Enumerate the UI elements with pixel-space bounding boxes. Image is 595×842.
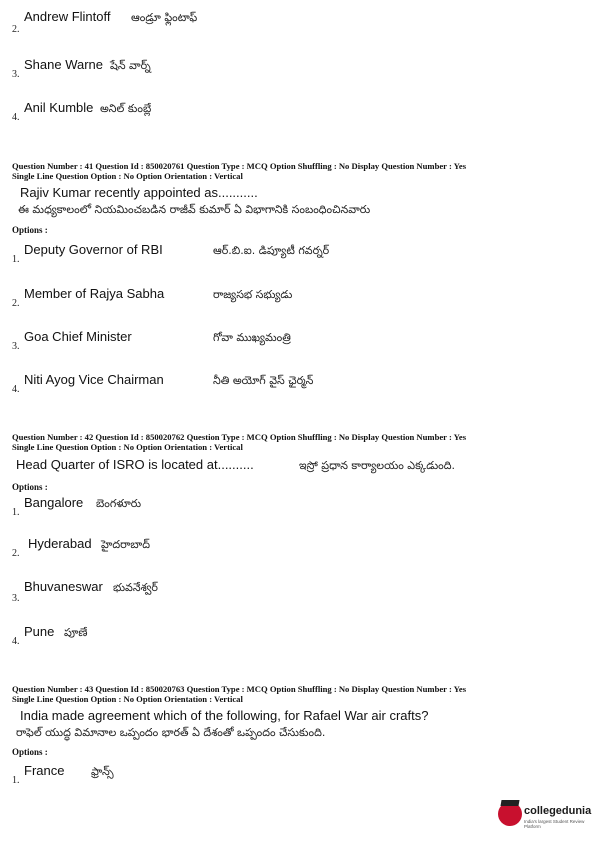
option-number: 2. <box>12 548 20 559</box>
option-telugu: ఆర్.బి.ఐ. డిప్యూటీ గవర్నర్ <box>213 244 330 257</box>
question-text-telugu: ఇస్రో ప్రధాన కార్యాలయం ఎక్కడుంది. <box>299 459 455 472</box>
option-telugu: హైదరాబాద్ <box>101 538 150 551</box>
option-number: 3. <box>12 593 20 604</box>
option-english: Bhuvaneswar <box>24 579 103 594</box>
option-telugu: రాజ్యసభ సభ్యుడు <box>213 288 293 301</box>
option-english: France <box>24 763 65 778</box>
option-telugu: పూణే <box>64 626 88 639</box>
option-english: Andrew Flintoff <box>24 9 111 24</box>
question-text-english: India made agreement which of the following, for Rafael War air crafts? <box>20 708 429 723</box>
option-number: 4. <box>12 112 20 123</box>
question-text-english: Head Quarter of ISRO is located at.......... <box>16 457 254 472</box>
collegedunia-logo <box>498 800 590 832</box>
option-english: Niti Ayog Vice Chairman <box>24 372 164 387</box>
options-label: Options : <box>12 225 48 235</box>
option-telugu: ఫ్రాన్స్ <box>91 765 114 778</box>
question-meta: Question Number : 41 Question Id : 850020761 Question Type : MCQ Option Shuffling : No Display Question Number : Yes Single Line Question Option : No Option Orientation : Vertical <box>12 161 467 181</box>
option-english: Shane Warne <box>24 57 104 72</box>
option-english: Deputy Governor of RBI <box>24 242 163 257</box>
options-label: Options : <box>12 747 48 757</box>
option-number: 3. <box>12 69 20 80</box>
option-number: 1. <box>12 775 20 786</box>
option-english: Pune <box>24 624 55 639</box>
option-telugu: షేన్ వార్న్ <box>110 59 151 72</box>
option-number: 4. <box>12 636 20 647</box>
options-label: Options : <box>12 482 48 492</box>
option-telugu: గోవా ముఖ్యమంత్రి <box>213 331 291 344</box>
question-text-telugu: ఈ మధ్యకాలంలో నియమించబడిన రాజీవ్ కుమార్ ఏ విభాగానికి సంబంధించినవారు <box>18 203 371 216</box>
option-number: 4. <box>12 384 20 395</box>
option-english: Hyderabad <box>28 536 92 551</box>
option-telugu: భువనేశ్వర్ <box>113 581 158 594</box>
logo-tagline: India's largest Student Review Platform <box>524 819 585 829</box>
option-english: Member of Rajya Sabha <box>24 286 165 301</box>
option-telugu: ఆండ్రూ ఫ్లింటాఫ్ <box>131 11 198 24</box>
question-text-english: Rajiv Kumar recently appointed as........... <box>20 185 258 200</box>
option-number: 2. <box>12 24 20 35</box>
option-english: Anil Kumble <box>24 100 94 115</box>
question-meta: Question Number : 43 Question Id : 850020763 Question Type : MCQ Option Shuffling : No Display Question Number : Yes Single Line Question Option : No Option Orientation : Vertical <box>12 684 467 704</box>
logo-name: collegedunia <box>524 805 592 817</box>
option-telugu: అనిల్ కుంబ్లే <box>100 102 152 115</box>
graduation-cap-icon <box>500 800 519 806</box>
option-number: 3. <box>12 341 20 352</box>
option-english: Goa Chief Minister <box>24 329 132 344</box>
option-number: 1. <box>12 254 20 265</box>
option-number: 1. <box>12 507 20 518</box>
option-english: Bangalore <box>24 495 84 510</box>
question-meta: Question Number : 42 Question Id : 850020762 Question Type : MCQ Option Shuffling : No Display Question Number : Yes Single Line Question Option : No Option Orientation : Vertical <box>12 432 467 452</box>
option-telugu: నీతి అయోగ్ వైస్ ఛైర్మన్ <box>213 374 314 387</box>
question-text-telugu: రాఫెల్ యుద్ధ విమానాల ఒప్పందం భారత్ ఏ దేశంతో ఒప్పందం చేసుకుంది. <box>16 726 326 739</box>
option-number: 2. <box>12 298 20 309</box>
option-telugu: బెంగళూరు <box>96 497 142 510</box>
